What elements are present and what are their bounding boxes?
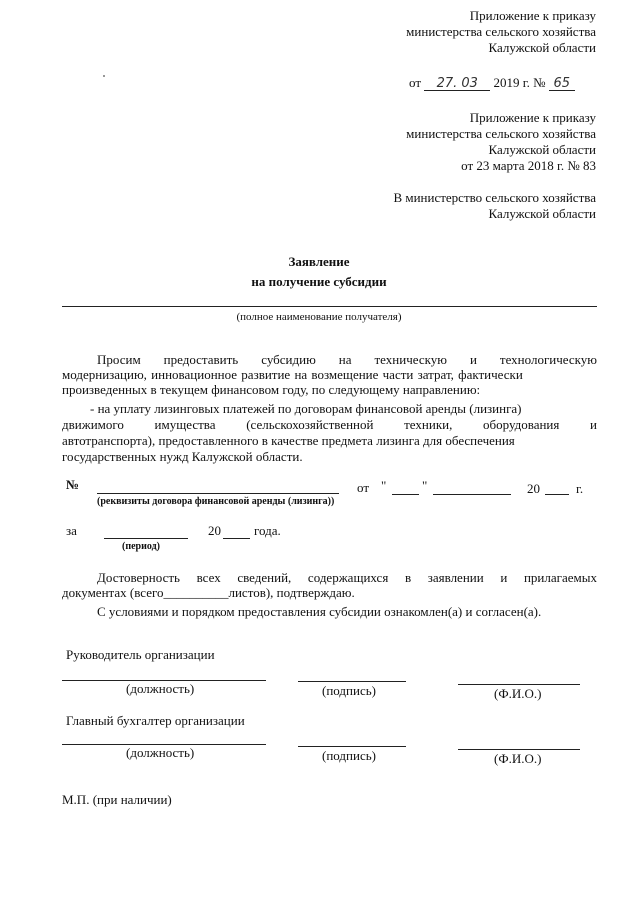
head-signature-line[interactable] [298, 681, 406, 682]
word: Достоверность [97, 570, 180, 585]
body-p2-line3: автотранспорта), предоставленного в качестве предмета лизинга для обеспечения [62, 433, 515, 448]
body-p1-line2: модернизацию, инновационное развитие на возмещение части затрат, фактически [62, 367, 523, 382]
head-label: Руководитель организации [66, 647, 215, 662]
confirm-line3: С условиями и порядком предоставления субсидии ознакомлен(а) и согласен(а). [97, 604, 542, 619]
word: (сельскохозяйственной [246, 417, 374, 432]
word: имущества [154, 417, 216, 432]
accountant-position-caption: (должность) [126, 745, 195, 760]
head-signature-caption: (подпись) [322, 683, 376, 698]
word: техническую [374, 352, 447, 367]
word: и [590, 417, 597, 432]
appendix-region-1: Калужской области [488, 40, 596, 55]
period-caption: (период) [122, 541, 160, 552]
word: субсидию [261, 352, 316, 367]
order-number-handwritten: 65 [549, 78, 575, 91]
word: содержащихся [307, 570, 389, 585]
word: прилагаемых [523, 570, 597, 585]
body-p2-line4: государственных нужд Калужской области. [62, 449, 303, 464]
period-line[interactable] [104, 538, 188, 539]
appendix-title-2: Приложение к приказу [469, 110, 596, 125]
contract-year-prefix: 20 [527, 481, 540, 496]
quote-open: " [381, 478, 387, 493]
appendix-ministry-2: министерства сельского хозяйства [406, 126, 596, 141]
accountant-signature-caption: (подпись) [322, 748, 376, 763]
contract-year-line[interactable] [545, 494, 569, 495]
period-year-line[interactable] [223, 538, 250, 539]
body-p1-line3: произведенных в текущем финансовом году, по следующему направлению: [62, 382, 481, 397]
accountant-name-caption: (Ф.И.О.) [494, 751, 542, 766]
period-year-prefix: 20 [208, 523, 221, 538]
contract-requisites-line[interactable] [97, 493, 339, 494]
recipient-caption: (полное наименование получателя) [236, 311, 402, 323]
body-p2-line2 [62, 417, 597, 433]
word: предоставить [163, 352, 239, 367]
confirm-line1 [97, 570, 597, 586]
word: на [338, 352, 352, 367]
word: и [469, 352, 477, 367]
order-date-line [409, 75, 575, 91]
word: Просим [97, 352, 141, 367]
document-subtitle: на получение субсидии [251, 274, 387, 289]
contract-day-line[interactable] [392, 494, 419, 495]
word: заявлении [427, 570, 484, 585]
head-name-caption: (Ф.И.О.) [494, 686, 542, 701]
word: в [404, 570, 412, 585]
word: и [500, 570, 508, 585]
head-name-line[interactable] [458, 684, 580, 685]
accountant-label: Главный бухгалтер организации [66, 713, 245, 728]
document-title: Заявление [288, 254, 350, 269]
order-date-prefix: от [409, 75, 422, 90]
order-year: 2019 г. № [493, 75, 546, 90]
appendix-title-1: Приложение к приказу [469, 8, 596, 23]
head-position-caption: (должность) [126, 681, 195, 696]
contract-number-label: № [66, 477, 80, 492]
accountant-signature-line[interactable] [298, 746, 406, 747]
contract-date-prefix: от [357, 480, 370, 495]
body-p1-line1 [97, 352, 597, 368]
period-year-suffix: года. [254, 523, 281, 538]
word: технологическую [499, 352, 597, 367]
addressee-line-1: В министерство сельского хозяйства [393, 190, 596, 205]
word: техники, [404, 417, 453, 432]
word: сведений, [237, 570, 292, 585]
order-date-handwritten: 27. 03 [424, 78, 490, 91]
accountant-name-line[interactable] [458, 749, 580, 750]
contract-month-line[interactable] [433, 494, 511, 495]
word: всех [196, 570, 221, 585]
period-label: за [66, 523, 77, 538]
stamp-placeholder: М.П. (при наличии) [62, 792, 172, 807]
word: оборудования [483, 417, 560, 432]
scan-speck [103, 75, 105, 77]
appendix-date-2: от 23 марта 2018 г. № 83 [461, 158, 596, 173]
addressee-line-2: Калужской области [488, 206, 596, 221]
confirm-line2: документах (всего__________листов), подтверждаю. [62, 585, 355, 600]
contract-year-suffix: г. [576, 481, 584, 496]
body-p2-line1: - на уплату лизинговых платежей по договорам финансовой аренды (лизинга) [90, 401, 522, 416]
word: движимого [62, 417, 124, 432]
contract-requisites-caption: (реквизиты договора финансовой аренды (лизинга)) [97, 496, 335, 507]
quote-close: " [422, 478, 428, 493]
recipient-name-line [62, 306, 597, 307]
appendix-ministry-1: министерства сельского хозяйства [406, 24, 596, 39]
appendix-region-2: Калужской области [488, 142, 596, 157]
